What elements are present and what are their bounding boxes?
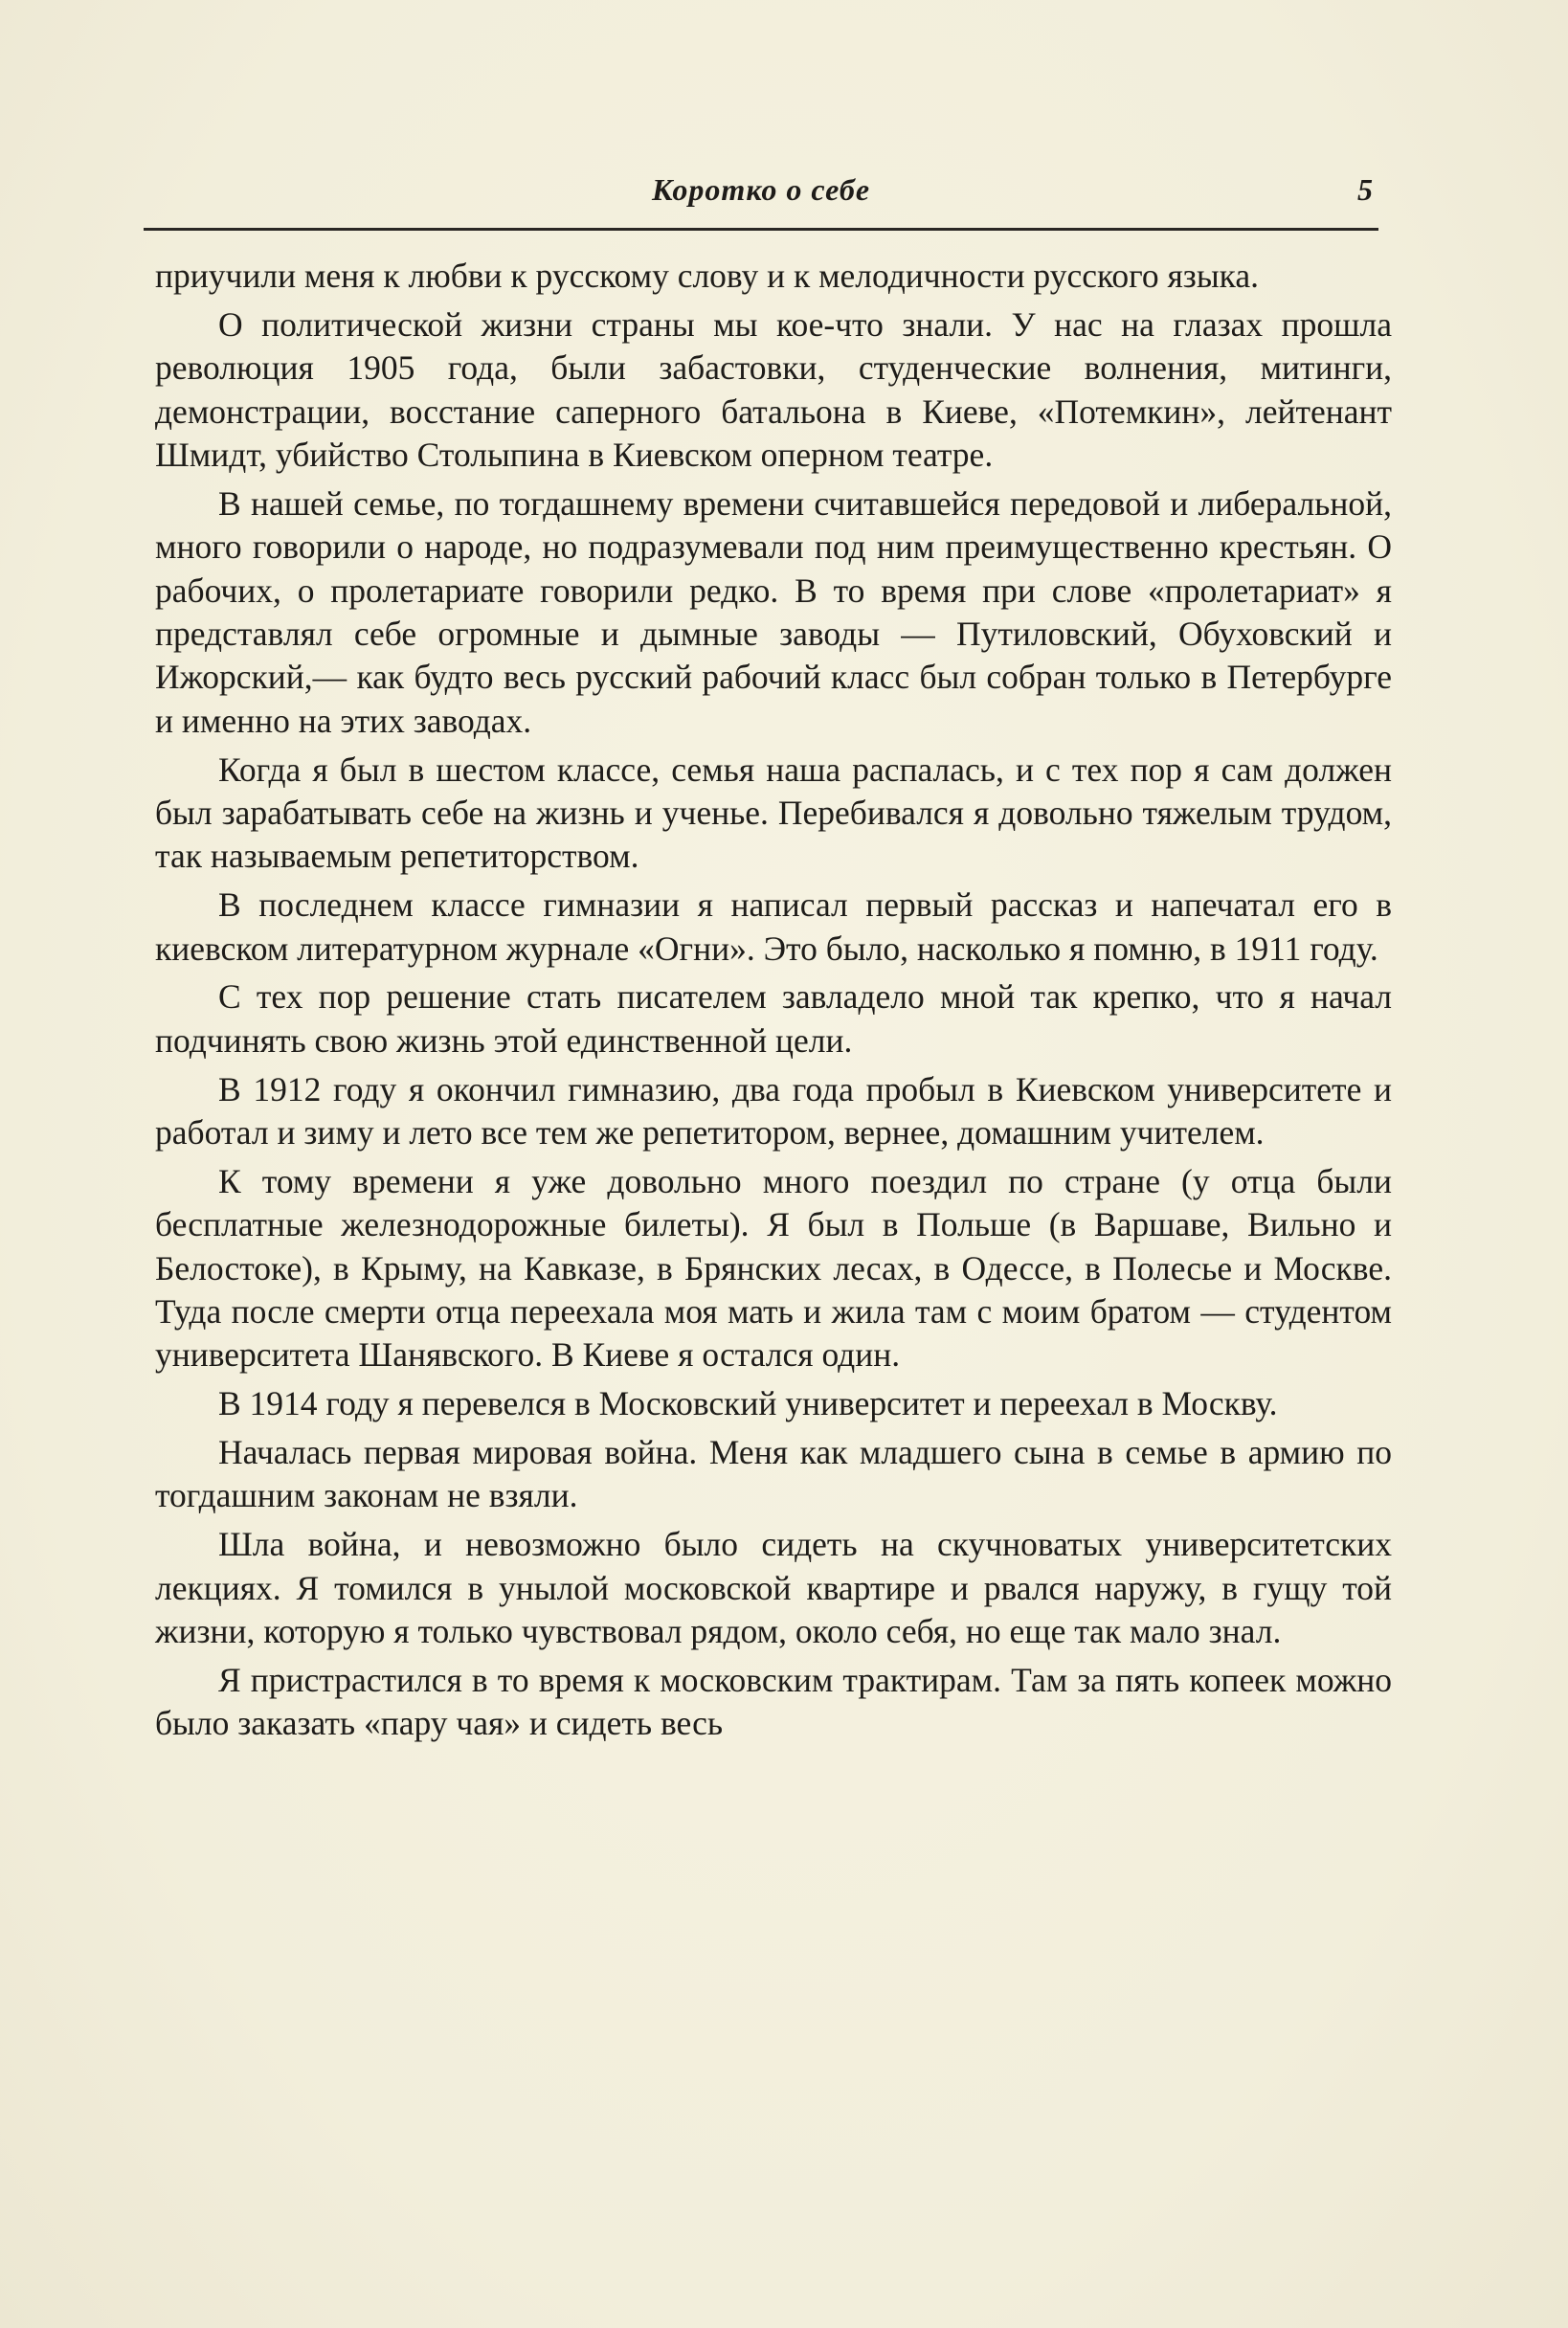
paragraph: О политической жизни страны мы кое-что знали. У нас на глазах прошла революция 1905 года, были забастовки, студенческие волнения, митинги, демонстрации, восстание саперного батальона в Киеве, «Потемкин», лейтенант Шмидт, убийство Столыпина в Киевском оперном театре. <box>155 304 1392 475</box>
paragraph: В нашей семье, по тогдашнему времени считавшейся передовой и либеральной, много говорили о народе, но подразумевали под ним преимущественно крестьян. О рабочих, о пролетариате говорили редко. В то время при слове «пролетариат» я представлял себе огромные и дымные заводы — Путиловский, Обуховский и Ижорский,— как будто весь русский рабочий класс был собран только в Петербурге и именно на этих заводах. <box>155 483 1392 740</box>
page-number: 5 <box>1357 172 1373 207</box>
paragraph: К тому времени я уже довольно много поездил по стране (у отца были бесплатные железнодорожные билеты). Я был в Польше (в Варшаве, Вильно и Белостоке), в Крыму, на Кавказе, в Брянских лесах, в Одессе, в Полесье и Москве. Туда после смерти отца переехала моя мать и жила там с моим братом — студентом университета Шанявского. В Киеве я остался один. <box>155 1161 1392 1375</box>
paragraph: Я пристрастился в то время к московским трактирам. Там за пять копеек можно было заказать «пару чая» и сидеть весь <box>155 1660 1392 1743</box>
paragraph: приучили меня к любви к русскому слову и к мелодичности русского языка. <box>155 257 1260 295</box>
running-title: Коротко о себе <box>651 172 871 207</box>
paragraph: С тех пор решение стать писателем завладело мной так крепко, что я начал подчинять свою жизнь этой единственной цели. <box>155 977 1392 1060</box>
header-rule <box>144 228 1378 231</box>
running-header <box>144 170 1378 228</box>
paragraph: Шла война, и невозможно было сидеть на скучноватых университетских лекциях. Я томился в унылой московской квартире и рвался наружу, в гущу той жизни, которую я только чувствовал рядом, около себя, но еще так мало знал. <box>155 1525 1392 1651</box>
body-text <box>155 255 1392 1751</box>
paragraph: В последнем классе гимназии я написал первый рассказ и напечатал его в киевском литературном журнале «Огни». Это было, насколько я помню, в 1911 году. <box>155 885 1392 968</box>
paragraph: Началась первая мировая война. Меня как младшего сына в семье в армию по тогдашним законам не взяли. <box>155 1433 1392 1515</box>
paragraph: Когда я был в шестом классе, семья наша распалась, и с тех пор я сам должен был зарабатывать себе на жизнь и ученье. Перебивался я довольно тяжелым трудом, так называемым репетиторством. <box>155 750 1392 876</box>
paragraph: В 1912 году я окончил гимназию, два года пробыл в Киевском университете и работал и зиму и лето все тем же репетитором, вернее, домашним учителем. <box>155 1069 1392 1153</box>
paragraph: В 1914 году я перевелся в Московский университет и переехал в Москву. <box>218 1384 1278 1423</box>
